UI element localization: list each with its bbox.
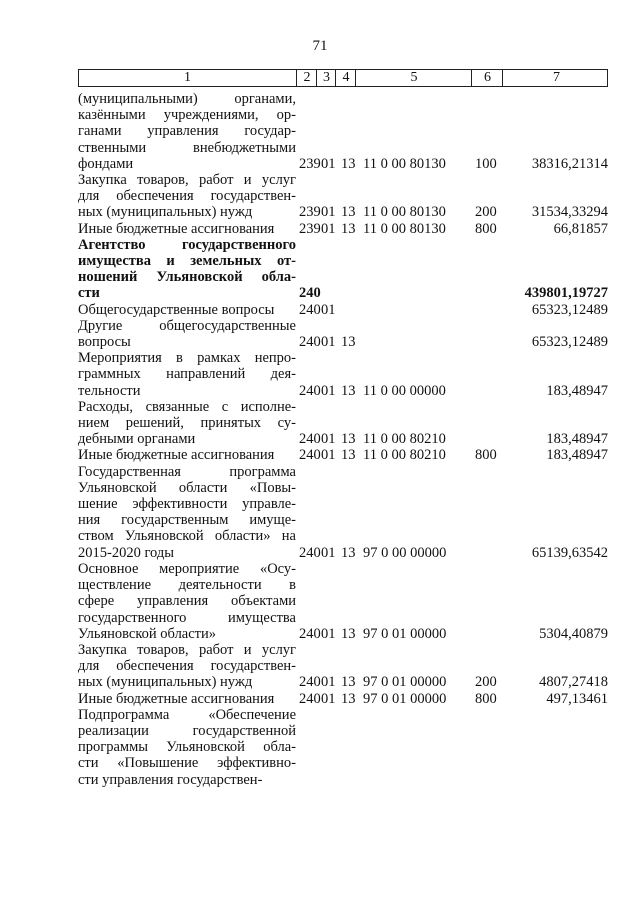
row-name-line: Основное мероприятие «Осу- [78,560,296,577]
cell-c7: 183,48947 [546,382,608,399]
row-name [78,302,296,318]
cell-c5: 11 0 00 00000 [363,382,446,399]
cell-c6: 200 [475,674,497,691]
row-name-line: Расходы, связанные с исполне- [78,398,296,415]
cell-c4: 13 [341,382,356,399]
row-name-line: ственными внебюджетными [78,139,296,156]
row-name-line: ством Ульяновской области» на [78,528,296,545]
cell-c7: 439801,19727 [524,285,608,302]
row-name [78,91,296,172]
row-name-line: шение эффективности управле- [78,496,296,513]
cell-c4: 13 [341,674,356,691]
row-name [78,642,296,691]
cell-c2: 239 [299,155,321,172]
table-row [78,707,608,788]
row-name-line: фондами [78,155,134,172]
row-name-line: Другие общегосударственные [78,317,296,334]
table-row [78,642,608,691]
row-name [78,707,296,788]
row-name-line: Подпрограмма «Обеспечение [78,706,296,723]
row-name-line: ных (муниципальных) нужд [78,204,253,221]
cell-c3: 01 [321,382,336,399]
cell-c6: 200 [475,204,497,221]
cell-c6: 100 [475,155,497,172]
cell-c4: 13 [341,544,356,561]
header-col-3: 3 [316,70,336,86]
header-col-2: 2 [296,70,317,86]
row-name-line: Ульяновской области» [78,625,217,642]
cell-c2: 240 [299,625,321,642]
table-header [78,69,608,87]
row-name [78,561,296,642]
cell-c2: 240 [299,690,321,707]
header-col-4: 4 [335,70,356,86]
row-name [78,447,296,463]
cell-c3: 01 [321,625,336,642]
row-name-line: дебными органами [78,431,196,448]
cell-c5: 11 0 00 80130 [363,220,446,237]
row-name-line: (муниципальными) органами, [78,91,296,107]
row-name-line: ганами управления государ- [78,123,296,140]
cell-c4: 13 [341,447,356,464]
row-name-line: сфере управления объектами [78,593,296,610]
cell-c7: 497,13461 [546,690,608,707]
cell-c7: 31534,33294 [531,204,608,221]
cell-c3: 01 [321,674,336,691]
cell-c5: 97 0 01 00000 [363,674,447,691]
cell-c7: 183,48947 [546,431,608,448]
row-name [78,172,296,221]
row-name [78,691,296,707]
row-name-line: ных (муниципальных) нужд [78,674,253,691]
row-name [78,350,296,399]
cell-c7: 65323,12489 [531,301,608,318]
table-row [78,318,608,350]
cell-c7: 66,81857 [553,220,608,237]
row-name [78,318,296,350]
row-name-line: казёнными учреждениями, ор- [78,107,296,124]
row-name-line: программы Ульяновской обла- [78,739,296,756]
row-name-line: Иные бюджетные ассигнования [78,690,275,707]
cell-c5: 11 0 00 80130 [363,155,446,172]
row-name-line: ния государственным имуще- [78,512,296,529]
cell-c7: 183,48947 [546,447,608,464]
row-name [78,399,296,448]
cell-c3: 01 [321,220,336,237]
cell-c6: 800 [475,220,497,237]
header-col-7: 7 [502,70,610,86]
cell-c4: 13 [341,220,356,237]
cell-c3: 01 [321,690,336,707]
cell-c2: 240 [299,382,321,399]
cell-c5: 11 0 00 80210 [363,447,446,464]
row-name-line: Мероприятия в рамках непро- [78,350,296,367]
table-row [78,691,608,707]
row-name [78,237,296,302]
cell-c7: 38316,21314 [531,155,608,172]
cell-c3: 01 [321,431,336,448]
budget-table-body [78,91,608,788]
table-row [78,302,608,318]
cell-c3: 01 [321,204,336,221]
cell-c3: 01 [321,155,336,172]
cell-c5: 97 0 01 00000 [363,625,447,642]
table-row [78,447,608,463]
row-name-line: Закупка товаров, работ и услуг [78,172,296,189]
table-row [78,399,608,448]
cell-c6: 800 [475,690,497,707]
cell-c2: 239 [299,220,321,237]
cell-c2: 240 [299,301,321,318]
cell-c7: 65139,63542 [531,544,608,561]
cell-c6: 800 [475,447,497,464]
cell-c3: 01 [321,544,336,561]
cell-c2: 240 [299,544,321,561]
cell-c7: 65323,12489 [531,334,608,351]
cell-c4: 13 [341,625,356,642]
row-name-line: Государственная программа [78,463,296,480]
row-name [78,464,296,561]
row-name-line: граммных направлений дея- [78,366,296,383]
cell-c5: 97 0 01 00000 [363,690,447,707]
table-row [78,221,608,237]
row-name [78,221,296,237]
cell-c5: 11 0 00 80130 [363,204,446,221]
cell-c5: 11 0 00 80210 [363,431,446,448]
row-name-line: государственного имущества [78,609,296,626]
header-col-1: 1 [184,70,191,85]
cell-c2: 240 [299,431,321,448]
cell-c3: 01 [321,334,336,351]
header-col-5: 5 [355,70,472,86]
row-name-line: Ульяновской области «Повы- [78,479,296,496]
row-name-line: Агентство государственного [78,236,296,253]
cell-c4: 13 [341,155,356,172]
row-name-line: имущества и земельных от- [78,253,296,270]
row-name-line: сти «Повышение эффективно- [78,755,296,772]
row-name-line: Закупка товаров, работ и услуг [78,641,296,658]
cell-c2: 239 [299,204,321,221]
row-name-line: Иные бюджетные ассигнования [78,447,275,464]
row-name-line: сти управления государствен- [78,771,263,788]
header-col-6: 6 [471,70,503,86]
row-name-line: сти [78,285,100,302]
cell-c4: 13 [341,431,356,448]
table-row [78,172,608,221]
cell-c2: 240 [299,285,321,302]
cell-c4: 13 [341,334,356,351]
table-row [78,237,608,302]
cell-c4: 13 [341,204,356,221]
cell-c7: 5304,40879 [539,625,608,642]
cell-c3: 01 [321,301,336,318]
table-row [78,464,608,561]
cell-c2: 240 [299,334,321,351]
row-name-line: тельности [78,382,141,399]
cell-c3: 01 [321,447,336,464]
row-name-line: вопросы [78,334,131,351]
row-name-line: ществление деятельности в [78,577,296,594]
cell-c2: 240 [299,674,321,691]
row-name-line: для обеспечения государствен- [78,658,296,675]
row-name-line: ношений Ульяновской обла- [78,269,296,286]
cell-c5: 97 0 00 00000 [363,544,447,561]
row-name-line: нием решений, принятых су- [78,415,296,432]
page-number: 71 [312,38,328,54]
row-name-line: Иные бюджетные ассигнования [78,220,275,237]
table-row [78,561,608,642]
cell-c2: 240 [299,447,321,464]
cell-c4: 13 [341,690,356,707]
row-name-line: реализации государственной [78,722,296,739]
cell-c7: 4807,27418 [539,674,608,691]
row-name-line: Общегосударственные вопросы [78,301,275,318]
table-row [78,91,608,172]
row-name-line: 2015-2020 годы [78,544,174,561]
table-row [78,350,608,399]
row-name-line: для обеспечения государствен- [78,188,296,205]
